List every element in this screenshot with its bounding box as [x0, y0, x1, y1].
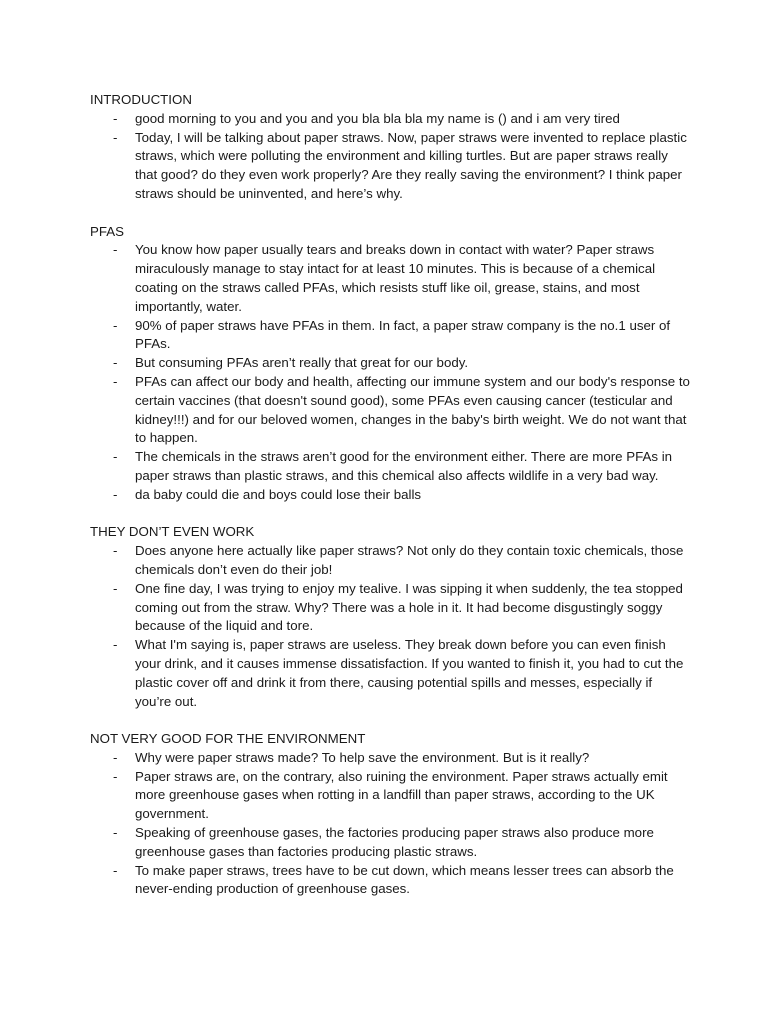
bullet-dash: - — [113, 110, 118, 126]
list-item-text: To make paper straws, trees have to be cut down, which means lesser trees can absorb the never-ending production of greenhouse gases. — [135, 862, 674, 897]
bullet-dash: - — [113, 317, 118, 333]
section — [90, 91, 690, 204]
list-item — [90, 373, 690, 448]
section-heading: NOT VERY GOOD FOR THE ENVIRONMENT — [90, 731, 366, 747]
section-heading: THEY DON’T EVEN WORK — [90, 524, 255, 540]
list-item-text: Today, I will be talking about paper straws. Now, paper straws were invented to replace plastic straws, which were polluting the environment and killing turtles. But are paper straws really that good? do they even work properly? Are they really saving the environment? I think paper straws should be uninvented, and here’s why. — [135, 129, 687, 201]
bullet-list — [90, 241, 690, 504]
bullet-dash: - — [113, 637, 118, 653]
list-item — [90, 317, 690, 355]
bullet-dash: - — [113, 486, 118, 502]
list-item-text: What I'm saying is, paper straws are useless. They break down before you can even finish your drink, and it causes immense dissatisfaction. If you wanted to finish it, you had to cut the plastic cover off and drink it from there, causing potential spills and messes, especially if you’re out. — [135, 637, 684, 709]
bullet-dash: - — [113, 449, 118, 465]
list-item-text: But consuming PFAs aren’t really that great for our body. — [135, 355, 469, 371]
section — [90, 730, 690, 899]
section — [90, 523, 690, 711]
list-item-text: Does anyone here actually like paper straws? Not only do they contain toxic chemicals, those chemicals don’t even do their job! — [135, 543, 684, 577]
section — [90, 223, 690, 505]
list-item-text: good morning to you and you and you bla bla bla my name is () and i am very tired — [135, 110, 620, 126]
bullet-dash: - — [113, 862, 118, 878]
list-item — [90, 354, 690, 373]
list-item — [90, 636, 690, 711]
list-item-text: One fine day, I was trying to enjoy my tealive. I was sipping it when suddenly, the tea stopped coming out from the straw. Why? There was a hole in it. It had become disgustingly soggy because of the liquid and tore. — [135, 580, 683, 634]
bullet-dash: - — [113, 355, 118, 371]
section-heading: INTRODUCTION — [90, 92, 192, 107]
list-item — [90, 110, 690, 129]
list-item-text: Paper straws are, on the contrary, also ruining the environment. Paper straws actually emit more greenhouse gases when rotting in a landfill than paper straws, according to the UK government. — [135, 768, 668, 822]
list-item — [90, 749, 690, 768]
list-item — [90, 486, 690, 505]
bullet-dash: - — [113, 543, 118, 559]
list-item-text: Speaking of greenhouse gases, the factories producing paper straws also produce more greenhouse gases than factories producing plastic straws. — [135, 825, 654, 859]
list-item-text: The chemicals in the straws aren’t good for the environment either. There are more PFAs in paper straws than plastic straws, and this chemical also affects wildlife in a very bad way. — [135, 449, 673, 483]
list-item — [90, 542, 690, 580]
list-item — [90, 862, 690, 900]
list-item — [90, 824, 690, 862]
bullet-list — [90, 542, 690, 711]
list-item — [90, 241, 690, 316]
document-body — [90, 91, 690, 899]
bullet-dash: - — [113, 749, 118, 765]
bullet-list — [90, 749, 690, 899]
section-heading: PFAS — [90, 223, 124, 239]
bullet-dash: - — [113, 768, 118, 784]
list-item — [90, 448, 690, 486]
list-item — [90, 580, 690, 636]
list-item-text: 90% of paper straws have PFAs in them. In fact, a paper straw company is the no.1 user of PFAs. — [135, 317, 671, 352]
list-item-text: Why were paper straws made? To help save the environment. But is it really? — [135, 749, 590, 765]
bullet-dash: - — [113, 373, 118, 389]
list-item-text: da baby could die and boys could lose their balls — [135, 486, 422, 502]
bullet-dash: - — [113, 129, 118, 145]
list-item-text: You know how paper usually tears and breaks down in contact with water? Paper straws miraculously manage to stay intact for at least 10 minutes. This is because of a chemical coating on the straws called PFAs, which resists stuff like oil, grease, stains, and most importantly, water. — [135, 242, 656, 314]
bullet-dash: - — [113, 825, 118, 841]
list-item — [90, 129, 690, 204]
list-item — [90, 768, 690, 824]
list-item-text: PFAs can affect our body and health, affecting our immune system and our body's response to certain vaccines (that doesn't sound good), some PFAs even causing cancer (testicular and kidney!!!) and for our beloved women, changes in the baby's birth weight. We do not want that to happen. — [135, 373, 690, 446]
bullet-list — [90, 110, 690, 204]
bullet-dash: - — [113, 242, 118, 258]
bullet-dash: - — [113, 580, 118, 596]
